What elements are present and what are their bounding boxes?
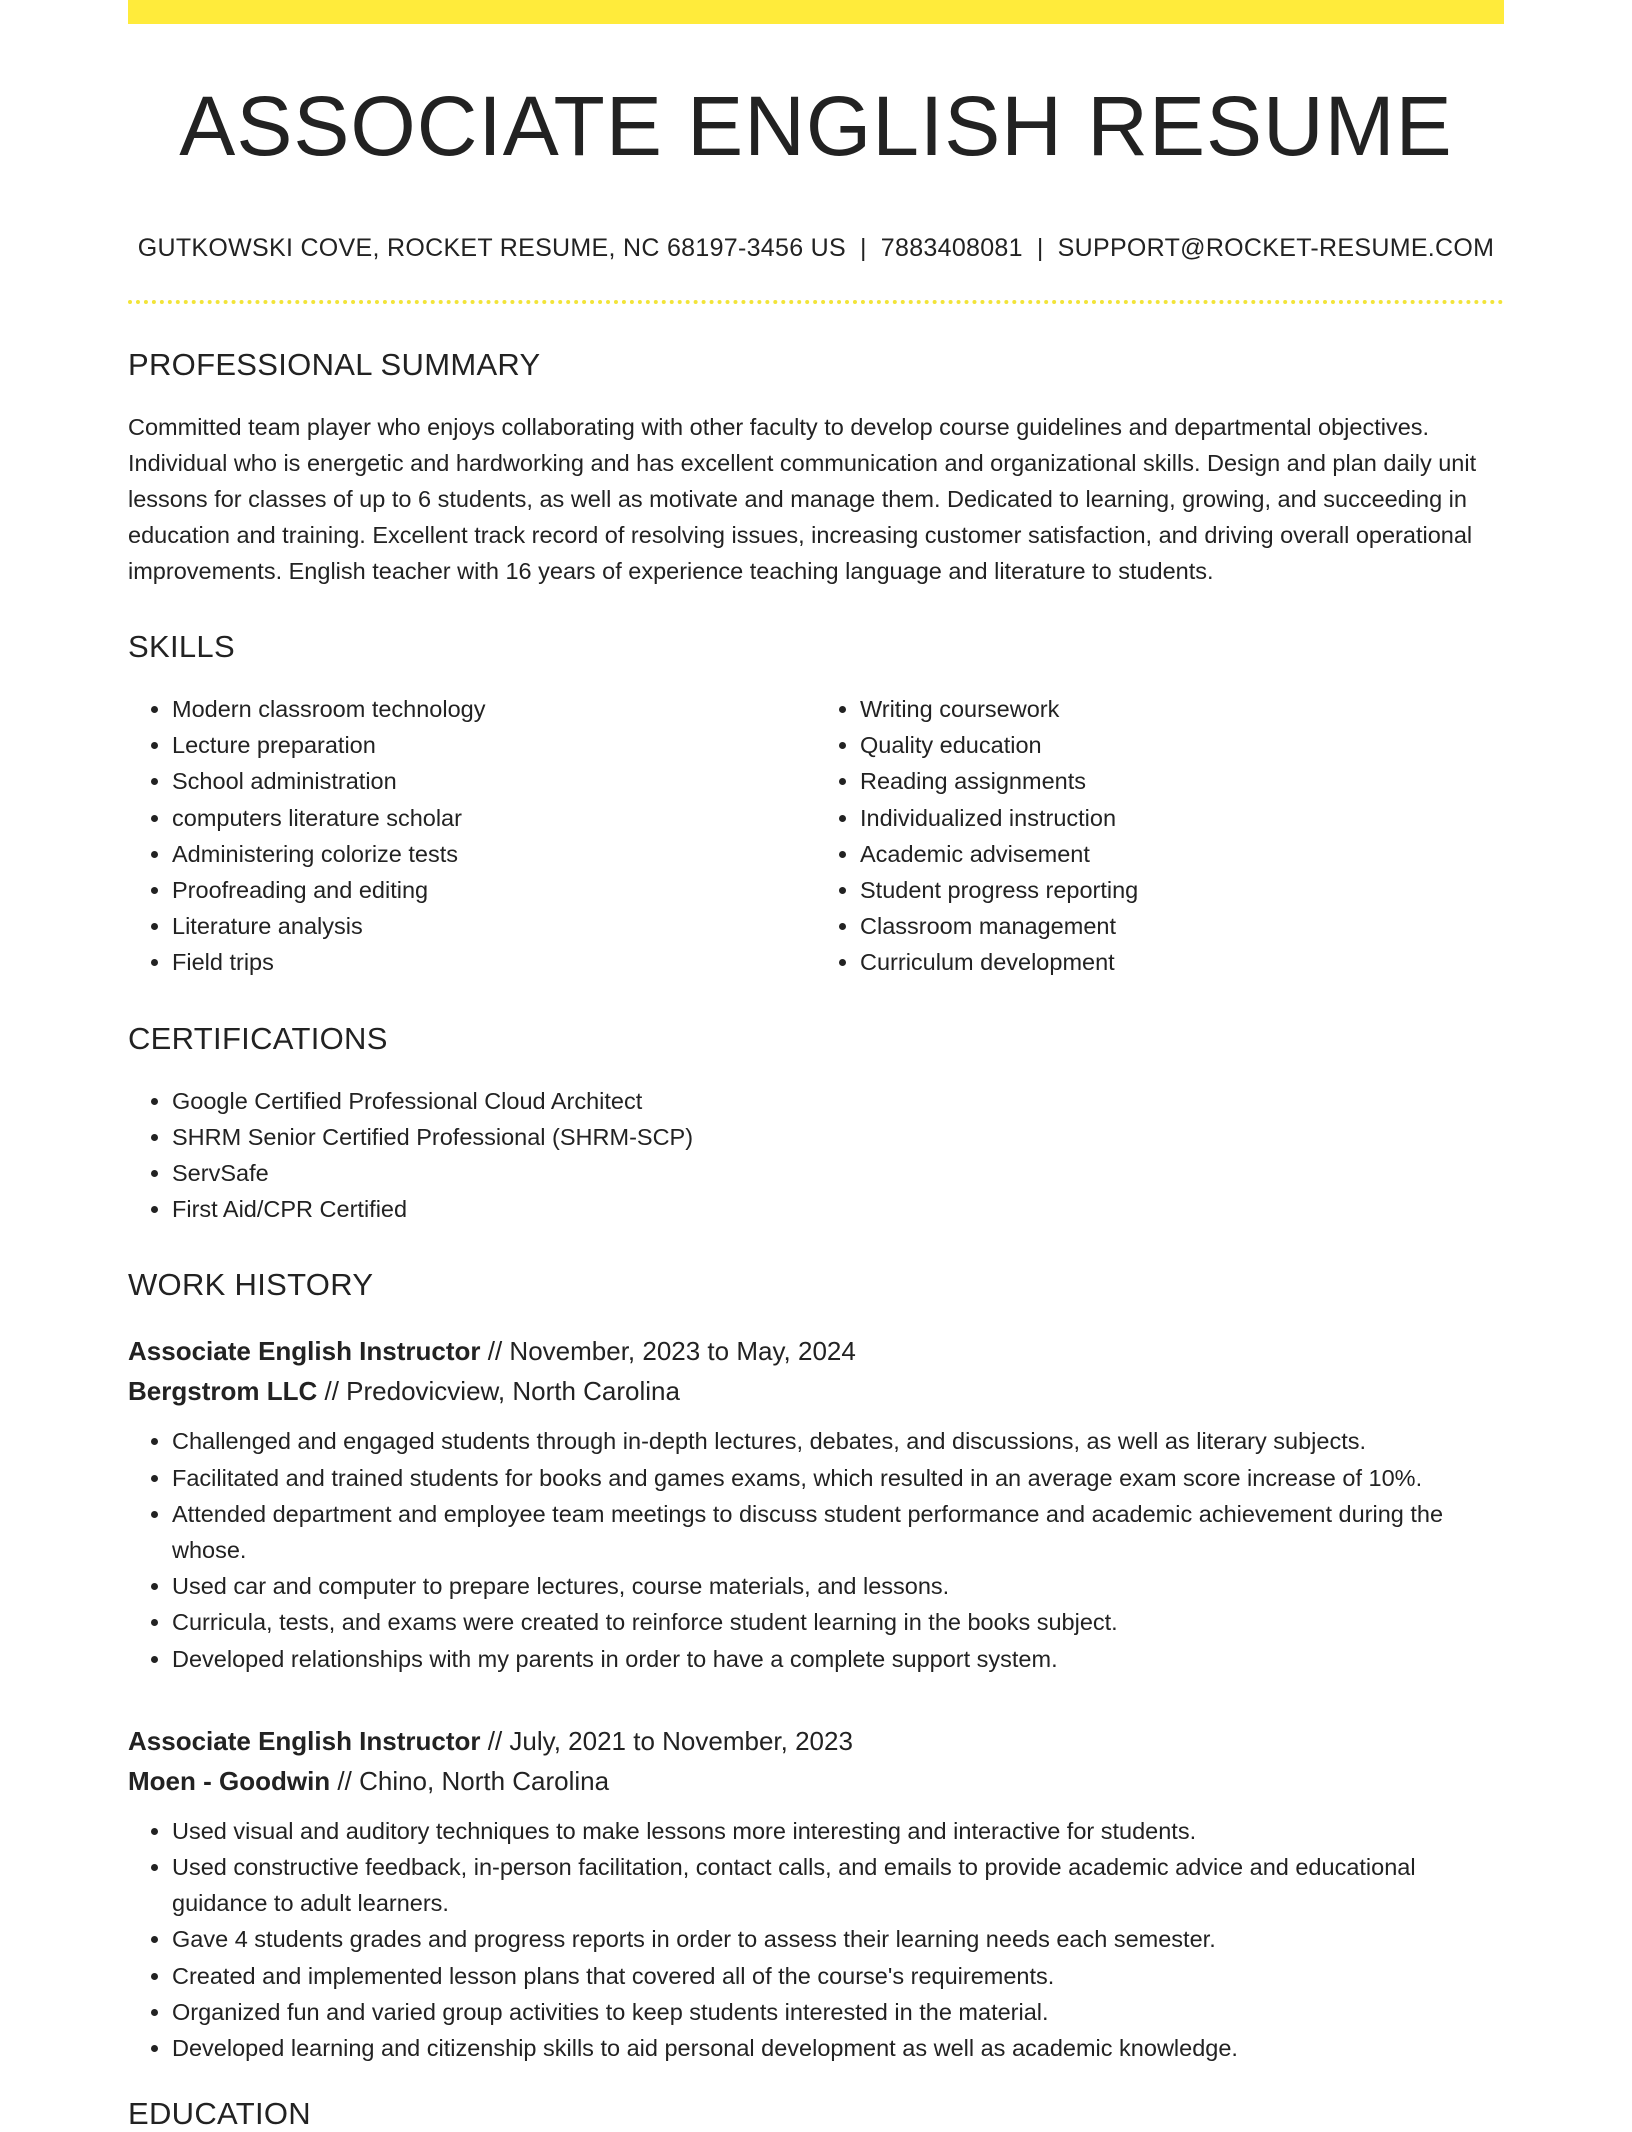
education-heading: EDUCATION bbox=[128, 2096, 311, 2132]
job-location: // Predovicview, North Carolina bbox=[317, 1376, 680, 1407]
job-bullet: • Developed learning and citizenship skills to aid personal development as well as academic knowledge. bbox=[172, 2030, 1504, 2066]
resume-title: ASSOCIATE ENGLISH RESUME bbox=[179, 79, 1453, 173]
skill-item: • Modern classroom technology bbox=[172, 691, 816, 727]
resume-page bbox=[128, 0, 1504, 2132]
skill-item: • Curriculum development bbox=[860, 944, 1504, 980]
job-entry bbox=[128, 1721, 1504, 2066]
skill-item: • Lecture preparation bbox=[172, 727, 816, 763]
skill-item: • computers literature scholar bbox=[172, 800, 816, 836]
contact-separator: | bbox=[1036, 234, 1044, 262]
job-title: Associate English Instructor bbox=[128, 1725, 481, 1756]
skill-item: • Administering colorize tests bbox=[172, 836, 816, 872]
job-bullet: • Used visual and auditory techniques to make lessons more interesting and interactive for students. bbox=[172, 1813, 1504, 1849]
contact-address: GUTKOWSKI COVE, ROCKET RESUME, NC 68197-3456 US bbox=[137, 234, 846, 262]
job-bullet: • Curricula, tests, and exams were created to reinforce student learning in the books subject. bbox=[172, 1604, 1504, 1640]
job-entry bbox=[128, 1331, 1504, 1676]
accent-bar bbox=[128, 0, 1504, 24]
job-company-line bbox=[128, 1761, 1504, 1801]
skill-item: • School administration bbox=[172, 763, 816, 799]
certification-item: • Google Certified Professional Cloud Architect bbox=[172, 1083, 1504, 1119]
work-history-section bbox=[128, 1267, 1504, 2066]
skills-section bbox=[128, 629, 1504, 981]
job-bullet: • Attended department and employee team meetings to discuss student performance and academic achievement during the whose. bbox=[172, 1496, 1504, 1568]
skills-columns bbox=[128, 665, 1504, 981]
skill-item: • Classroom management bbox=[860, 908, 1504, 944]
work-history-heading: WORK HISTORY bbox=[128, 1267, 374, 1303]
certification-item: • First Aid/CPR Certified bbox=[172, 1191, 1504, 1227]
job-bullet: • Created and implemented lesson plans that covered all of the course's requirements. bbox=[172, 1958, 1504, 1994]
job-bullet: • Used car and computer to prepare lectures, course materials, and lessons. bbox=[172, 1568, 1504, 1604]
certification-item: • SHRM Senior Certified Professional (SHRM-SCP) bbox=[172, 1119, 1504, 1155]
job-bullet: • Challenged and engaged students through in-depth lectures, debates, and discussions, as well as literary subjects. bbox=[172, 1423, 1504, 1459]
job-company: Bergstrom LLC bbox=[128, 1376, 318, 1407]
skill-item: • Field trips bbox=[172, 944, 816, 980]
job-bullet: • Used constructive feedback, in-person facilitation, contact calls, and emails to provide academic advice and educational guidance to adult learners. bbox=[172, 1849, 1504, 1921]
job-title: Associate English Instructor bbox=[128, 1336, 481, 1367]
contact-separator: | bbox=[860, 234, 867, 262]
skills-list-left bbox=[128, 691, 816, 981]
job-title-line bbox=[128, 1721, 1504, 1761]
job-bullet: • Developed relationships with my parents in order to have a complete support system. bbox=[172, 1641, 1504, 1677]
job-company-line bbox=[128, 1371, 1504, 1411]
job-dates: // November, 2023 to May, 2024 bbox=[480, 1336, 856, 1367]
job-bullet: • Facilitated and trained students for books and games exams, which resulted in an average exam score increase of 10%. bbox=[172, 1460, 1504, 1496]
certification-item: • ServSafe bbox=[172, 1155, 1504, 1191]
skill-item: • Quality education bbox=[860, 727, 1504, 763]
job-location: // Chino, North Carolina bbox=[330, 1765, 610, 1796]
job-title-line bbox=[128, 1331, 1504, 1371]
contact-line bbox=[128, 234, 1504, 263]
job-dates: // July, 2021 to November, 2023 bbox=[480, 1725, 853, 1756]
skills-heading: SKILLS bbox=[128, 629, 235, 664]
skill-item: • Reading assignments bbox=[860, 763, 1504, 799]
skill-item: • Individualized instruction bbox=[860, 800, 1504, 836]
skill-item: • Academic advisement bbox=[860, 836, 1504, 872]
skills-list-right bbox=[816, 691, 1504, 981]
certifications-section bbox=[128, 1021, 1504, 1228]
contact-phone[interactable]: 7883408081 bbox=[880, 234, 1023, 262]
job-bullets bbox=[128, 1423, 1504, 1676]
skill-item: • Writing coursework bbox=[860, 691, 1504, 727]
skill-item: • Literature analysis bbox=[172, 908, 816, 944]
skill-item: • Proofreading and editing bbox=[172, 872, 816, 908]
job-bullet: • Gave 4 students grades and progress reports in order to assess their learning needs each semester. bbox=[172, 1921, 1504, 1957]
summary-heading: PROFESSIONAL SUMMARY bbox=[128, 347, 541, 382]
job-company: Moen - Goodwin bbox=[128, 1765, 331, 1796]
summary-text: Committed team player who enjoys collaborating with other faculty to develop course guidelines and departmental objectives. Individual who is energetic and hardworking and has excellent communication and organizational skills. Design and plan daily unit lessons for classes of up to 6 students, as well as motivate and manage them. Dedicated to learning, growing, and succeeding in education and training. Excellent track record of resolving issues, increasing customer satisfaction, and driving overall operational improvements. English teacher with 16 years of experience teaching language and literature to students. bbox=[128, 414, 1477, 584]
skill-item: • Student progress reporting bbox=[860, 872, 1504, 908]
certifications-list bbox=[128, 1083, 1504, 1228]
dotted-divider bbox=[128, 300, 1504, 304]
job-bullets bbox=[128, 1813, 1504, 2066]
summary-section bbox=[128, 347, 1504, 589]
contact-email[interactable]: SUPPORT@ROCKET-RESUME.COM bbox=[1057, 234, 1495, 262]
certifications-heading: CERTIFICATIONS bbox=[128, 1020, 388, 1056]
job-bullet: • Organized fun and varied group activities to keep students interested in the material. bbox=[172, 1994, 1504, 2030]
